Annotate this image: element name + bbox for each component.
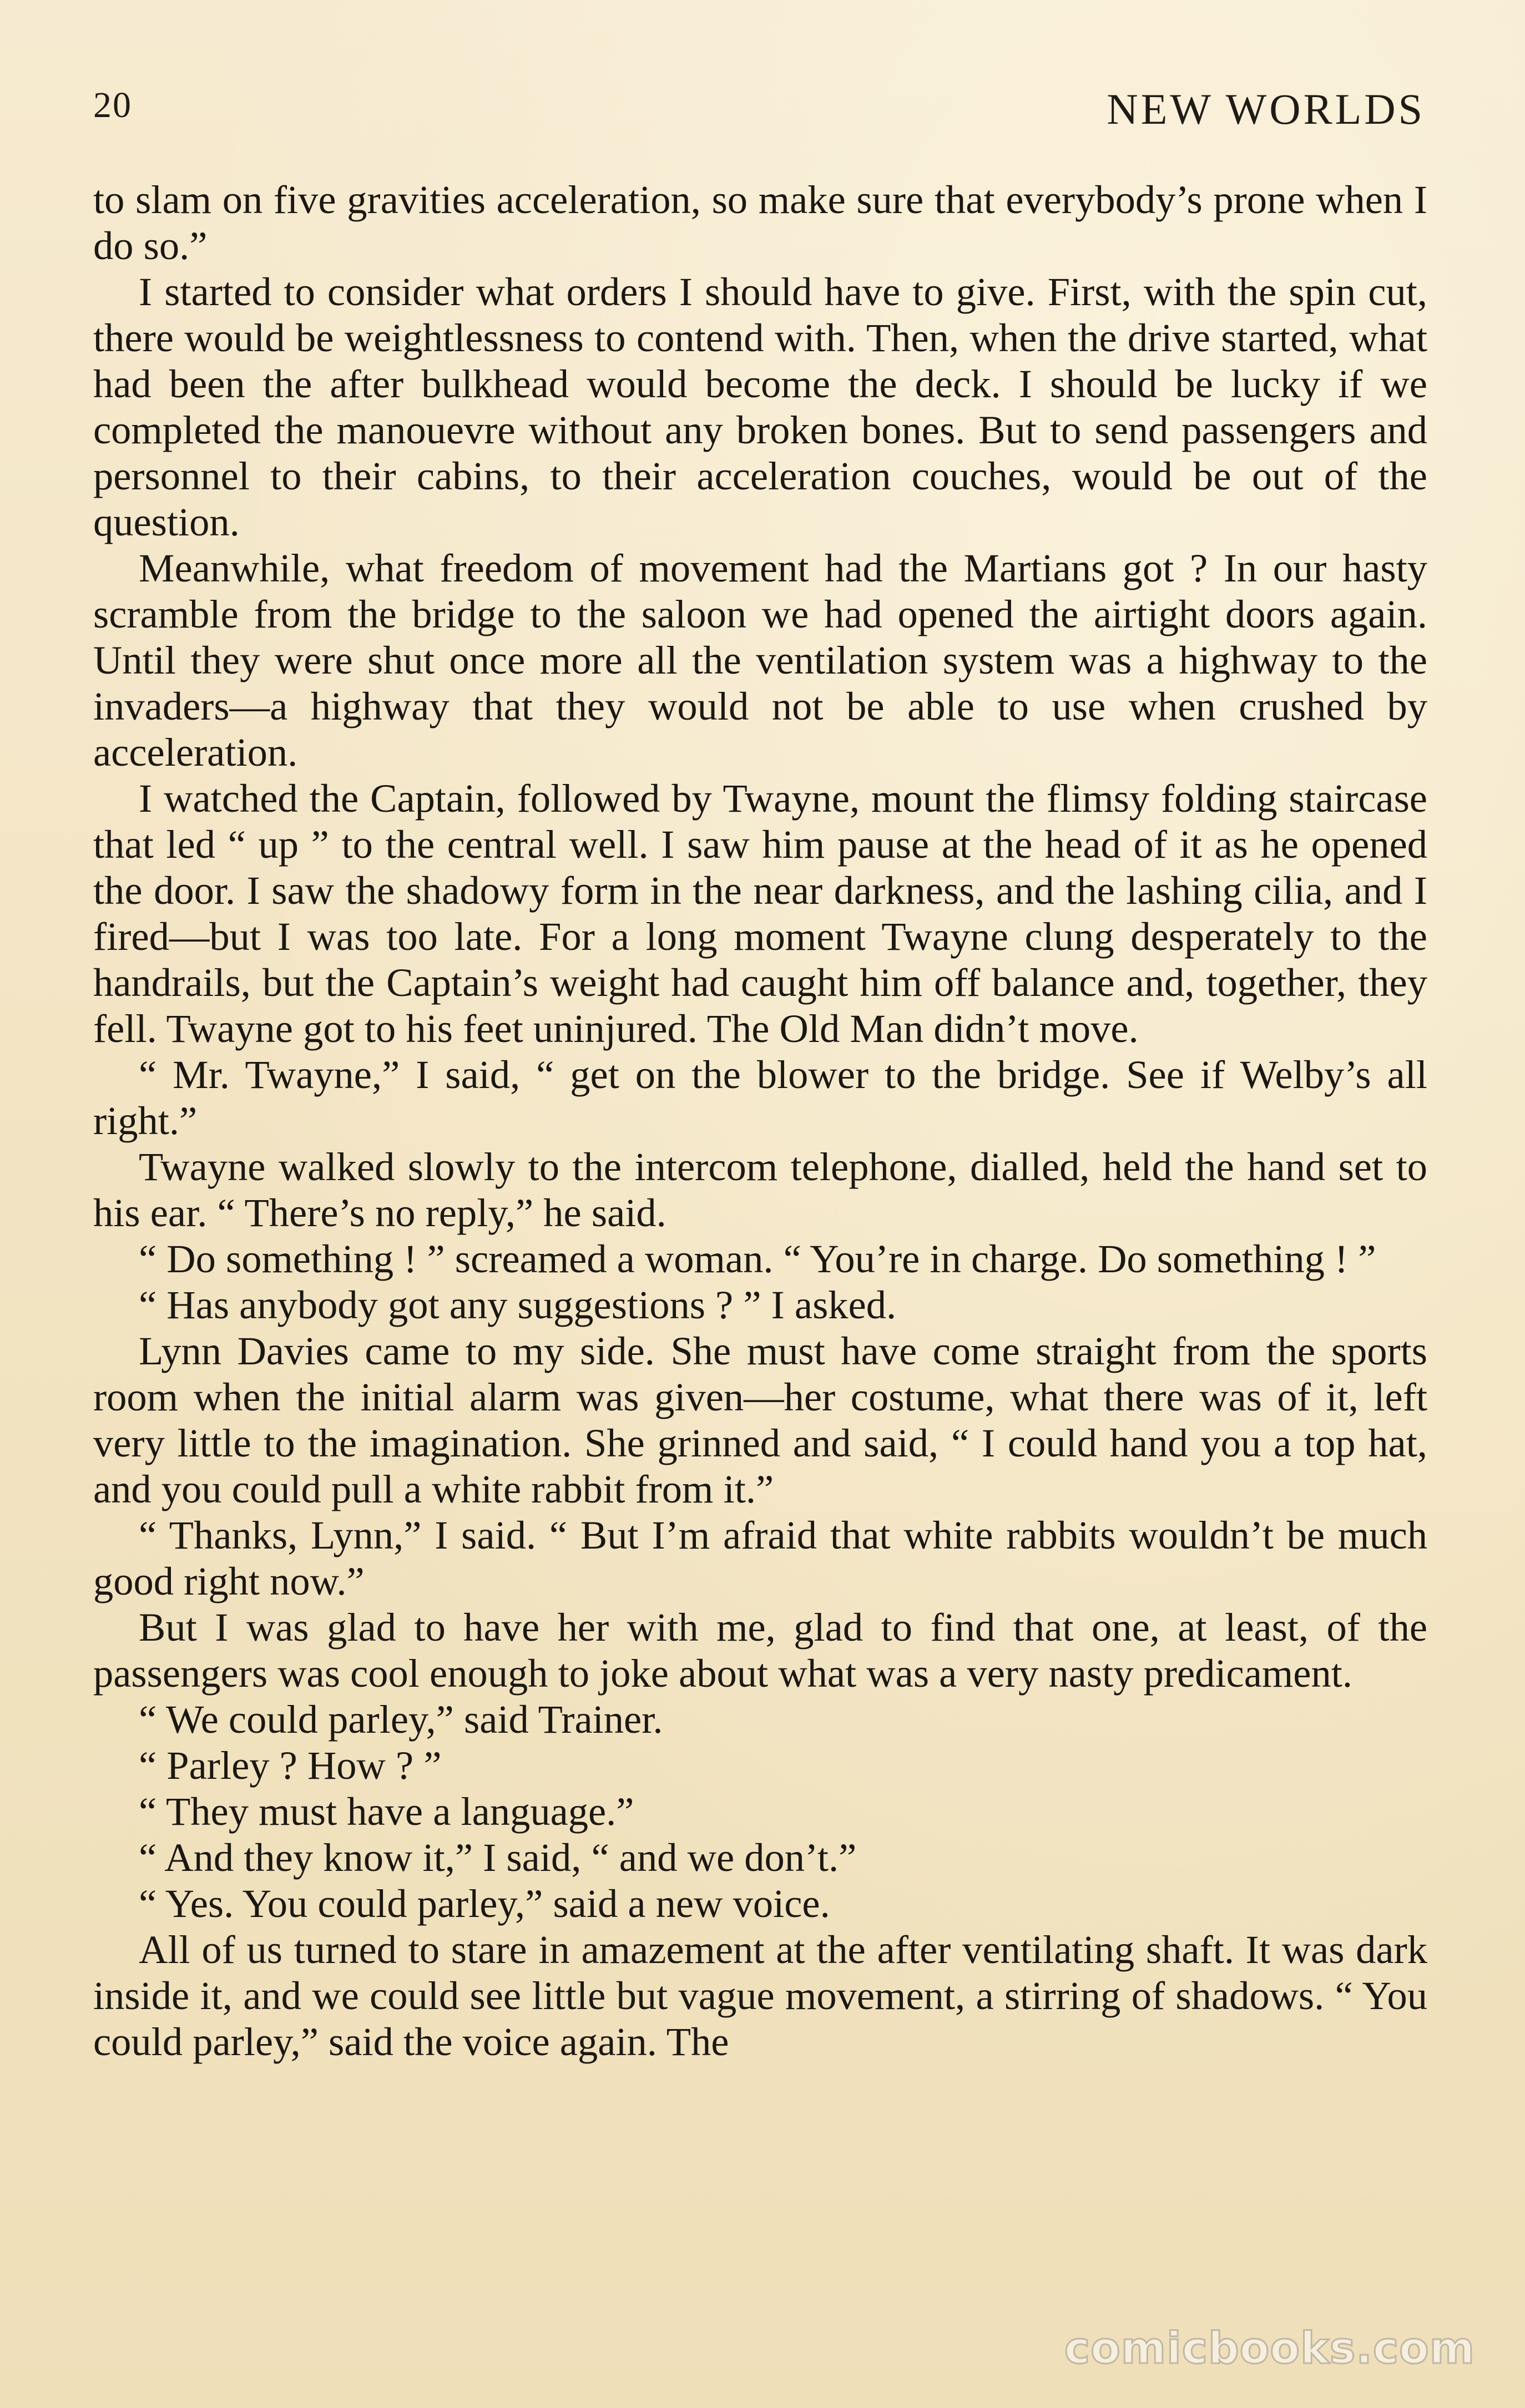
paragraph: “ Parley ? How ? ” xyxy=(139,1743,442,1788)
paragraph: “ Has anybody got any suggestions ? ” I asked. xyxy=(139,1282,897,1327)
paragraph: “ And they know it,” I said, “ and we don’t.” xyxy=(139,1835,857,1880)
body-text xyxy=(93,176,1427,2065)
paragraph: “ Mr. Twayne,” I said, “ get on the blower to the bridge. See if Welby’s all right.” xyxy=(93,1052,1427,1143)
paragraph: I watched the Captain, followed by Twayne, mount the flimsy folding staircase that led “ up ” to the central well. I saw him pause at the head of it as he opened the door. I saw the shadowy form in the near darkness, and the lashing cilia, and I fired—but I was too late. For a long moment Twayne clung desperately to the handrails, but the Captain’s weight had caught him off balance and, together, they fell. Twayne got to his feet uninjured. The Old Man didn’t move. xyxy=(93,776,1427,1051)
page-number: 20 xyxy=(93,85,132,125)
paragraph: Twayne walked slowly to the intercom telephone, dialled, held the hand set to his ear. “ There’s no reply,” he said. xyxy=(93,1144,1427,1235)
paragraph: Lynn Davies came to my side. She must have come straight from the sports room when the initial alarm was given—her costume, what there was of it, left very little to the imagination. She grinned and said, “ I could hand you a top hat, and you could pull a white rabbit from it.” xyxy=(93,1328,1427,1511)
page-header xyxy=(93,84,1425,134)
paragraph: “ Thanks, Lynn,” I said. “ But I’m afraid that white rabbits wouldn’t be much good right now.” xyxy=(93,1512,1427,1603)
running-head: NEW WORLDS xyxy=(1107,85,1425,133)
watermark: comicbooks.com xyxy=(1064,2324,1475,2374)
paragraph: I started to consider what orders I should have to give. First, with the spin cut, there would be weightlessness to contend with. Then, when the drive started, what had been the after bulkhead would become the deck. I should be lucky if we completed the manouevre without any broken bones. But to send passengers and personnel to their cabins, to their acceleration couches, would be out of the question. xyxy=(93,269,1427,544)
paragraph: “ They must have a language.” xyxy=(139,1789,634,1834)
paragraph: “ Yes. You could parley,” said a new voice. xyxy=(139,1881,830,1926)
paragraph: to slam on five gravities acceleration, so make sure that everybody’s prone when I do so.” xyxy=(93,177,1427,268)
paragraph: But I was glad to have her with me, glad to find that one, at least, of the passengers was cool enough to joke about what was a very nasty predicament. xyxy=(93,1605,1427,1696)
paragraph: “ We could parley,” said Trainer. xyxy=(139,1697,663,1742)
paragraph: “ Do something ! ” screamed a woman. “ You’re in charge. Do something ! ” xyxy=(139,1236,1376,1281)
paragraph: Meanwhile, what freedom of movement had the Martians got ? In our hasty scramble from the bridge to the saloon we had opened the airtight doors again. Until they were shut once more all the ventilation system was a highway to the invaders—a highway that they would not be able to use when crushed by acceleration. xyxy=(93,545,1427,775)
paragraph: All of us turned to stare in amazement at the after ventilating shaft. It was dark inside it, and we could see little but vague movement, a stirring of shadows. “ You could parley,” said the voice again. The xyxy=(93,1927,1427,2064)
